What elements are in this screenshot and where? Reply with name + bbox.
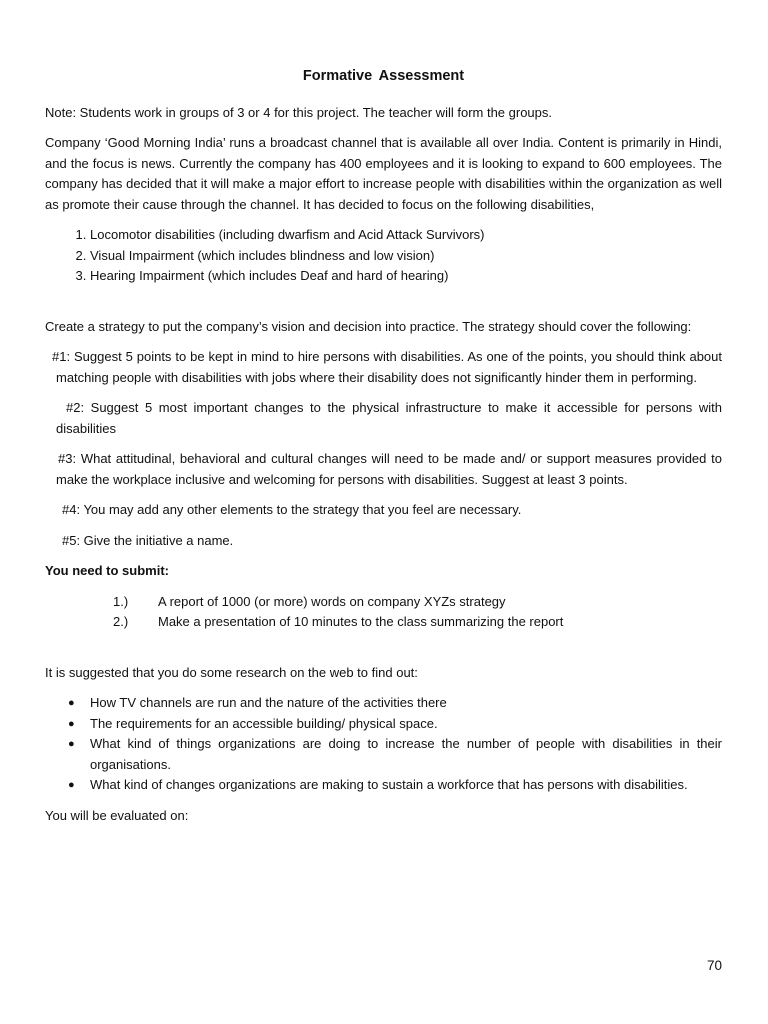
list-text: Make a presentation of 10 minutes to the class summarizing the report bbox=[158, 614, 564, 629]
list-text: A report of 1000 (or more) words on company XYZs strategy bbox=[158, 593, 506, 609]
list-item bbox=[68, 693, 722, 714]
list-text: The requirements for an accessible building/ physical space. bbox=[90, 715, 438, 731]
list-text: What kind of things organizations are doing to increase the number of people with disabilities in their organisations. bbox=[90, 736, 722, 772]
list-item: 2. Visual Impairment (which includes blindness and low vision) bbox=[90, 246, 722, 267]
research-list bbox=[45, 693, 722, 796]
disabilities-list bbox=[45, 225, 722, 287]
document-page bbox=[45, 66, 722, 836]
task-5: #5: Give the initiative a name. bbox=[62, 532, 234, 548]
task-2: #2: Suggest 5 most important changes to the physical infrastructure to make it accessible for persons with disabilities bbox=[56, 400, 722, 436]
bullet-icon: ● bbox=[68, 697, 75, 709]
note-paragraph: Note: Students work in groups of 3 or 4 for this project. The teacher will form the groups. bbox=[45, 104, 553, 120]
submit-list bbox=[45, 592, 722, 633]
task-3: #3: What attitudinal, behavioral and cultural changes will need to be made and/ or support measures provided to make the workplace inclusive and welcoming for persons with disabilities. Suggest at least 3 points. bbox=[56, 451, 722, 487]
list-number: 1.) bbox=[113, 593, 129, 609]
list-number: 2.) bbox=[113, 614, 129, 629]
submit-heading: You need to submit: bbox=[45, 563, 169, 578]
list-item bbox=[68, 714, 722, 735]
evaluation-intro-paragraph: You will be evaluated on: bbox=[45, 807, 189, 823]
task-1: #1: Suggest 5 points to be kept in mind to hire persons with disabilities. As one of the points, you should think about matching people with disabilities with jobs where their disability does not significantly hinder them in performing. bbox=[52, 349, 722, 385]
list-item: 1. Locomotor disabilities (including dwarfism and Acid Attack Survivors) bbox=[90, 225, 722, 246]
document-title: Formative Assessment bbox=[302, 68, 465, 84]
bullet-icon: ● bbox=[68, 717, 75, 730]
intro-paragraph: Company ‘Good Morning India’ runs a broadcast channel that is available all over India. Content is primarily in Hindi, and the focus is news. Currently the company has 400 employees and it is looking to expand to 600 employees. The company has decided that it will make a major effort to increase people with disabilities within the organization as well as promote their cause through the channel. It has decided to focus on the following disabilities, bbox=[45, 135, 722, 212]
bullet-icon: ● bbox=[68, 779, 75, 791]
list-item bbox=[45, 592, 722, 613]
task-4: #4: You may add any other elements to the strategy that you feel are necessary. bbox=[62, 502, 522, 517]
research-intro-paragraph: It is suggested that you do some research on the web to find out: bbox=[45, 664, 418, 680]
page-number: 70 bbox=[706, 958, 722, 973]
list-item bbox=[68, 734, 722, 775]
list-item bbox=[45, 612, 722, 633]
list-text: What kind of changes organizations are making to sustain a workforce that has persons with disabilities. bbox=[90, 777, 688, 792]
list-item bbox=[68, 775, 722, 796]
strategy-intro-paragraph: Create a strategy to put the company’s vision and decision into practice. The strategy should cover the following: bbox=[45, 318, 692, 334]
list-text: How TV channels are run and the nature of the activities there bbox=[90, 695, 447, 710]
list-item: 3. Hearing Impairment (which includes Deaf and hard of hearing) bbox=[90, 266, 722, 287]
bullet-icon: ● bbox=[68, 738, 75, 750]
